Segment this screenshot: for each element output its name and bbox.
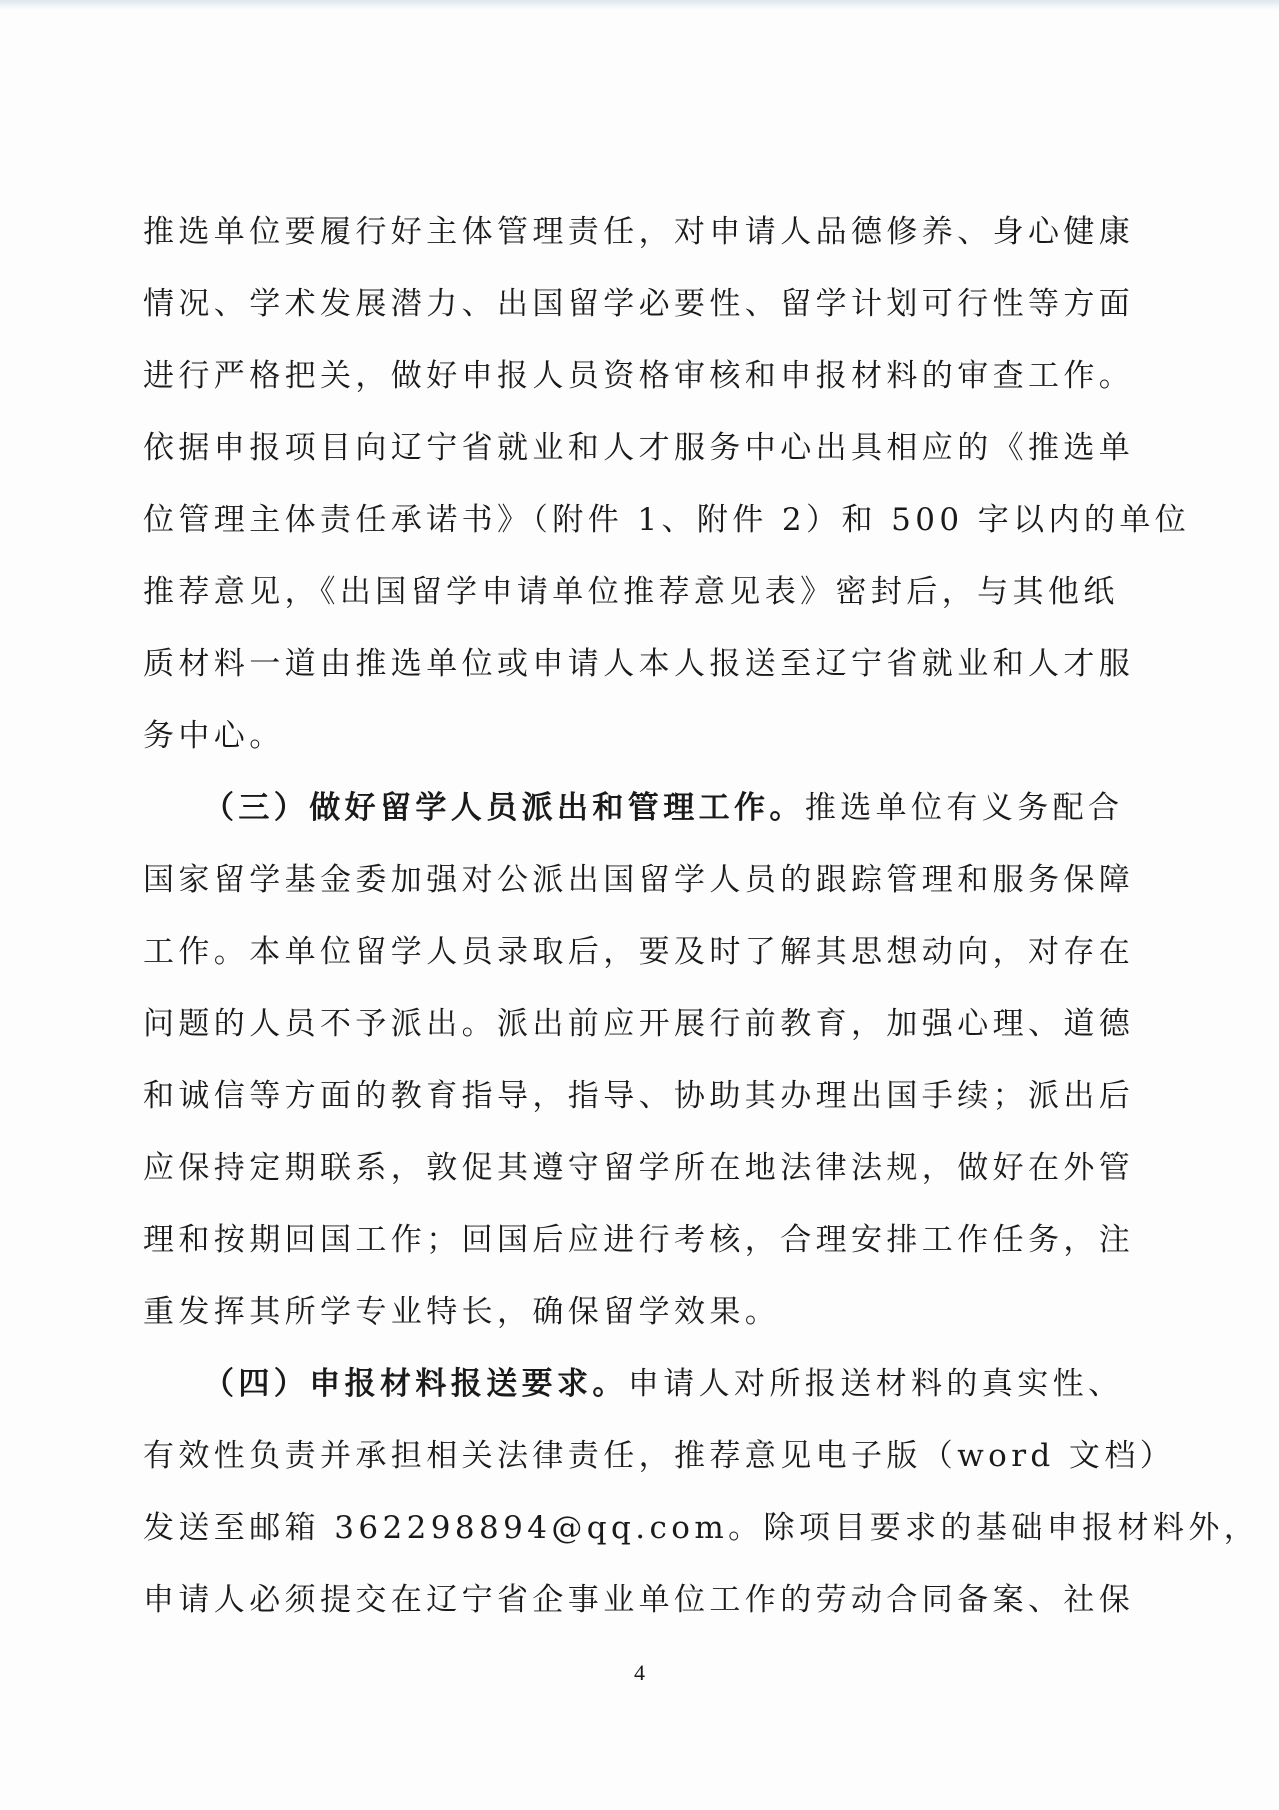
text-line: 依据申报项目向辽宁省就业和人才服务中心出具相应的《推选单 (143, 430, 1135, 466)
section-4-first-line (143, 1348, 1123, 1420)
section-3-heading: （三）做好留学人员派出和管理工作。 (203, 790, 805, 826)
text-line: 重发挥其所学专业特长，确保留学效果。 (143, 1294, 781, 1330)
text-line: 推选单位要履行好主体管理责任，对申请人品德修养、身心健康 (143, 214, 1135, 250)
text-line: 质材料一道由推选单位或申请人本人报送至辽宁省就业和人才服 (143, 646, 1135, 682)
text-line: 和诚信等方面的教育指导，指导、协助其办理出国手续；派出后 (143, 1078, 1135, 1114)
text-line: 工作。本单位留学人员录取后，要及时了解其思想动向，对存在 (143, 934, 1135, 970)
text-line: 推荐意见，《出国留学申请单位推荐意见表》密封后，与其他纸 (143, 574, 1119, 610)
text-line: 情况、学术发展潜力、出国留学必要性、留学计划可行性等方面 (143, 286, 1135, 322)
section-4-heading: （四）申报材料报送要求。 (203, 1366, 628, 1402)
text-line: 位管理主体责任承诺书》（附件 1、附件 2）和 500 字以内的单位 (143, 502, 1191, 538)
page-number: 4 (634, 1660, 645, 1685)
body-text (143, 196, 1260, 1636)
text-line: 务中心。 (143, 718, 285, 754)
text-line: 申请人必须提交在辽宁省企事业单位工作的劳动合同备案、社保 (143, 1582, 1135, 1618)
section-3-lead: 推选单位有义务配合 (804, 790, 1124, 826)
section-4-lead: 申请人对所报送材料的真实性、 (627, 1366, 1124, 1402)
section-3-first-line (143, 772, 1123, 844)
text-line: 国家留学基金委加强对公派出国留学人员的跟踪管理和服务保障 (143, 862, 1135, 898)
text-line: 有效性负责并承担相关法律责任，推荐意见电子版（word 文档） (143, 1438, 1176, 1474)
text-line: 理和按期回国工作；回国后应进行考核，合理安排工作任务，注 (143, 1222, 1135, 1258)
text-line: 发送至邮箱 362298894@qq.com。除项目要求的基础申报材料外， (143, 1510, 1260, 1546)
scan-edge (0, 0, 1279, 10)
text-line: 进行严格把关，做好申报人员资格审核和申报材料的审查工作。 (143, 358, 1135, 394)
text-line: 问题的人员不予派出。派出前应开展行前教育，加强心理、道德 (143, 1006, 1135, 1042)
text-line: 应保持定期联系，敦促其遵守留学所在地法律法规，做好在外管 (143, 1150, 1135, 1186)
